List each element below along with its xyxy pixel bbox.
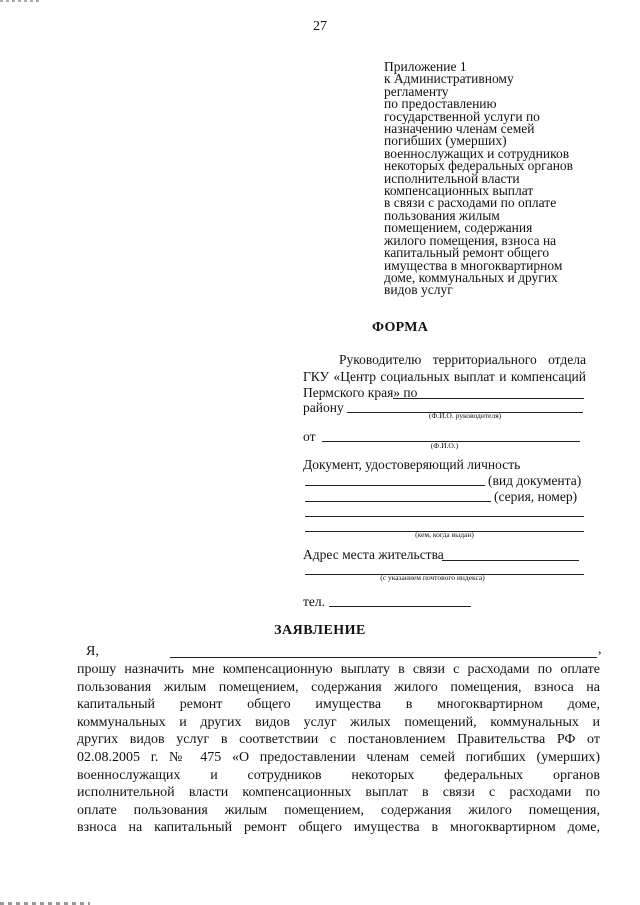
appendix-line: назначению членам семей: [384, 121, 535, 137]
head-name-hint: (Ф.И.О. руководителя): [428, 411, 502, 420]
statement-line: других видов услуг в соответствии с постановлением Правительства РФ от: [77, 732, 600, 748]
appendix-line: компенсационных выплат: [384, 183, 534, 199]
appendix-line: военнослужащих и сотрудников: [384, 145, 570, 161]
appendix-line: видов услуг: [384, 282, 453, 298]
appendix-line: помещением, содержания: [384, 220, 533, 236]
district-field[interactable]: [393, 398, 584, 399]
appendix-line: по предоставлению: [384, 96, 497, 112]
statement-line: оплате пользования жилым помещением, содержания жилого помещения,: [77, 802, 600, 818]
applicant-name-hint: (Ф.И.О.): [430, 441, 459, 450]
applicant-fullname-field[interactable]: [170, 657, 597, 658]
statement-line: капитальный ремонт общего имущества в многоквартирном доме,: [77, 697, 600, 713]
addressee-line-2: ГКУ «Центр социальных выплат и компенсаций: [303, 369, 586, 384]
appendix-line: капитальный ремонт общего: [384, 245, 550, 261]
appendix-line: некоторых федеральных органов: [384, 158, 574, 174]
statement-title: ЗАЯВЛЕНИЕ: [274, 623, 366, 638]
appendix-line: пользования жилым: [384, 207, 500, 223]
appendix-header: [384, 61, 634, 297]
document-series-field[interactable]: [305, 501, 491, 502]
residence-label: Адрес места жительства: [303, 547, 444, 562]
id-document-label: Документ, удостоверяющий личность: [303, 457, 521, 472]
scan-mark: [0, 0, 40, 2]
statement-line: взноса на капитальный ремонт общего имущества в многоквартирном доме,: [77, 820, 600, 836]
residence-field[interactable]: [442, 560, 579, 561]
statement-body: [77, 661, 600, 837]
issued-by-field-1[interactable]: [305, 516, 584, 517]
postal-hint: (с указанием почтового индекса): [380, 573, 485, 582]
document-type-field[interactable]: [305, 485, 485, 486]
addressee-line-3: Пермского края» по: [303, 385, 418, 400]
form-label: ФОРМА: [372, 320, 429, 335]
from-label: от: [303, 429, 316, 444]
page-number: 27: [313, 19, 327, 34]
phone-field[interactable]: [329, 606, 471, 607]
appendix-line: исполнительной власти: [384, 170, 520, 186]
appendix-line: регламенту: [384, 83, 449, 99]
appendix-line: доме, коммунальных и других: [384, 269, 558, 285]
statement-start: Я,: [86, 644, 99, 659]
statement-line: военнослужащих и сотрудников некоторых федеральных органов: [77, 767, 600, 783]
document-series-hint: (серия, номер): [494, 489, 578, 504]
addressee-line-1: Руководителю территориального отдела: [339, 352, 586, 367]
appendix-line: имущества в многоквартирном: [384, 257, 563, 273]
district-label: району: [303, 400, 344, 415]
statement-line: 02.08.2005 г. № 475 «О предоставлении членам семей погибших (умерших): [77, 749, 600, 765]
document-type-hint: (вид документа): [488, 473, 582, 488]
appendix-line: жилого помещения, взноса на: [384, 232, 557, 248]
appendix-line: государственной услуги по: [384, 108, 540, 124]
statement-line: коммунальных и других видов услуг жилых помещений, коммунальных и: [77, 714, 600, 730]
statement-comma: ,: [598, 642, 602, 657]
statement-line: пользования жилым помещением, содержания жилого помещения, взноса на: [77, 679, 600, 695]
phone-label: тел.: [303, 594, 326, 609]
statement-line: прошу назначить мне компенсационную выплату в связи с расходами по оплате: [77, 662, 600, 677]
appendix-line: к Административному: [384, 71, 514, 87]
statement-line: исполнительной власти компенсационных выплат в связи с расходами по: [77, 785, 600, 801]
appendix-line: погибших (умерших): [384, 133, 507, 149]
issued-by-hint: (кем, когда выдан): [415, 530, 474, 539]
appendix-line: в связи с расходами по оплате: [384, 195, 557, 211]
appendix-line: Приложение 1: [384, 59, 467, 74]
